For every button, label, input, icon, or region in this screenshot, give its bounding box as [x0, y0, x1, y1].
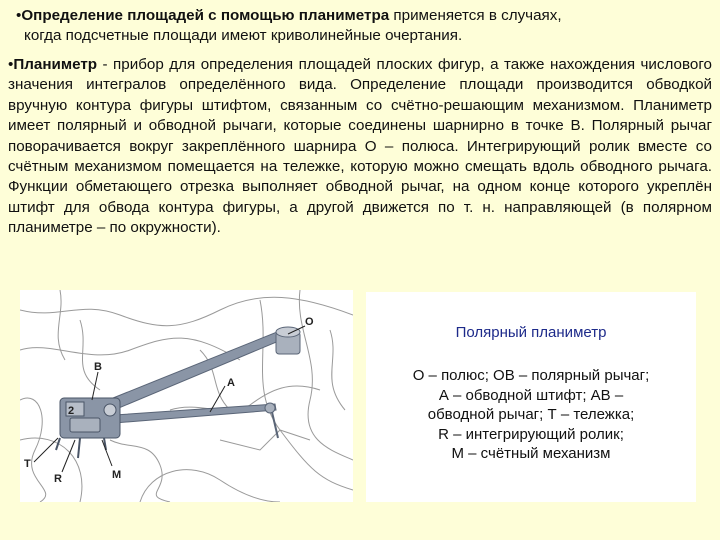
paragraph-planimeter-usage [16, 6, 712, 47]
counter-dial-number: 2 [68, 405, 75, 417]
label-t: T [24, 458, 31, 470]
caption-line: R – интегрирующий ролик; [438, 425, 624, 443]
caption-line: обводной рычаг; Т – тележка; [427, 406, 635, 423]
label-o: O [305, 316, 314, 328]
tracer-arm [100, 403, 278, 438]
pole-weight [276, 327, 300, 354]
label-m: M [112, 469, 122, 481]
caption-title: Полярный планиметр [455, 324, 607, 341]
caption-line: М – счётный механизм [451, 445, 611, 462]
bullet: • [16, 7, 22, 24]
label-r: R [54, 473, 62, 485]
map-contour-lines [20, 290, 353, 502]
paragraph-planimeter-definition [8, 55, 712, 239]
caption-line: А – обводной штифт; АВ – [438, 386, 624, 404]
caption-legend [378, 366, 684, 464]
term-planimeter: Планиметр [13, 56, 98, 73]
planimeter-illustration [20, 290, 353, 502]
planimeter-figure [20, 290, 353, 502]
label-b: B [94, 361, 102, 373]
paragraph-text: - прибор для определения площадей плоских фигур, а также нахождения числового значения интегралов определённого вида. Определение площади производится обводкой вручную контура фигуры штифтом, связанным со счётно-решающим механизмом. Планиметр имеет полярный и обводной рычаги, которые соединены шарнирно в точке В. Полярный рычаг поворачивается вокруг закреплённого шарнира О – полюса. Интегрирующий ролик вместе со счётным механизмом помещается на тележке, которую можно смещать вдоль обводного рычага. Функции обметающего отрезка выполняет обводной рычаг, на одном конце которого укреплён штифт для обвода контура фигуры, а другой движется по т. н. направляющей (в полярном планиметре – по окружности). [8, 56, 712, 237]
paragraph-text-line2: когда подсчетные площади имеют криволинейные очертания. [24, 27, 463, 45]
caption-line: О – полюс; ОВ – полярный рычаг; [412, 367, 650, 384]
paragraph-text: применяется в случаях, [389, 7, 562, 24]
term-planimeter-area: Определение площадей с помощью планиметра [21, 7, 390, 24]
caption-box [366, 292, 696, 502]
label-a: A [227, 377, 235, 389]
bullet: • [8, 56, 14, 73]
